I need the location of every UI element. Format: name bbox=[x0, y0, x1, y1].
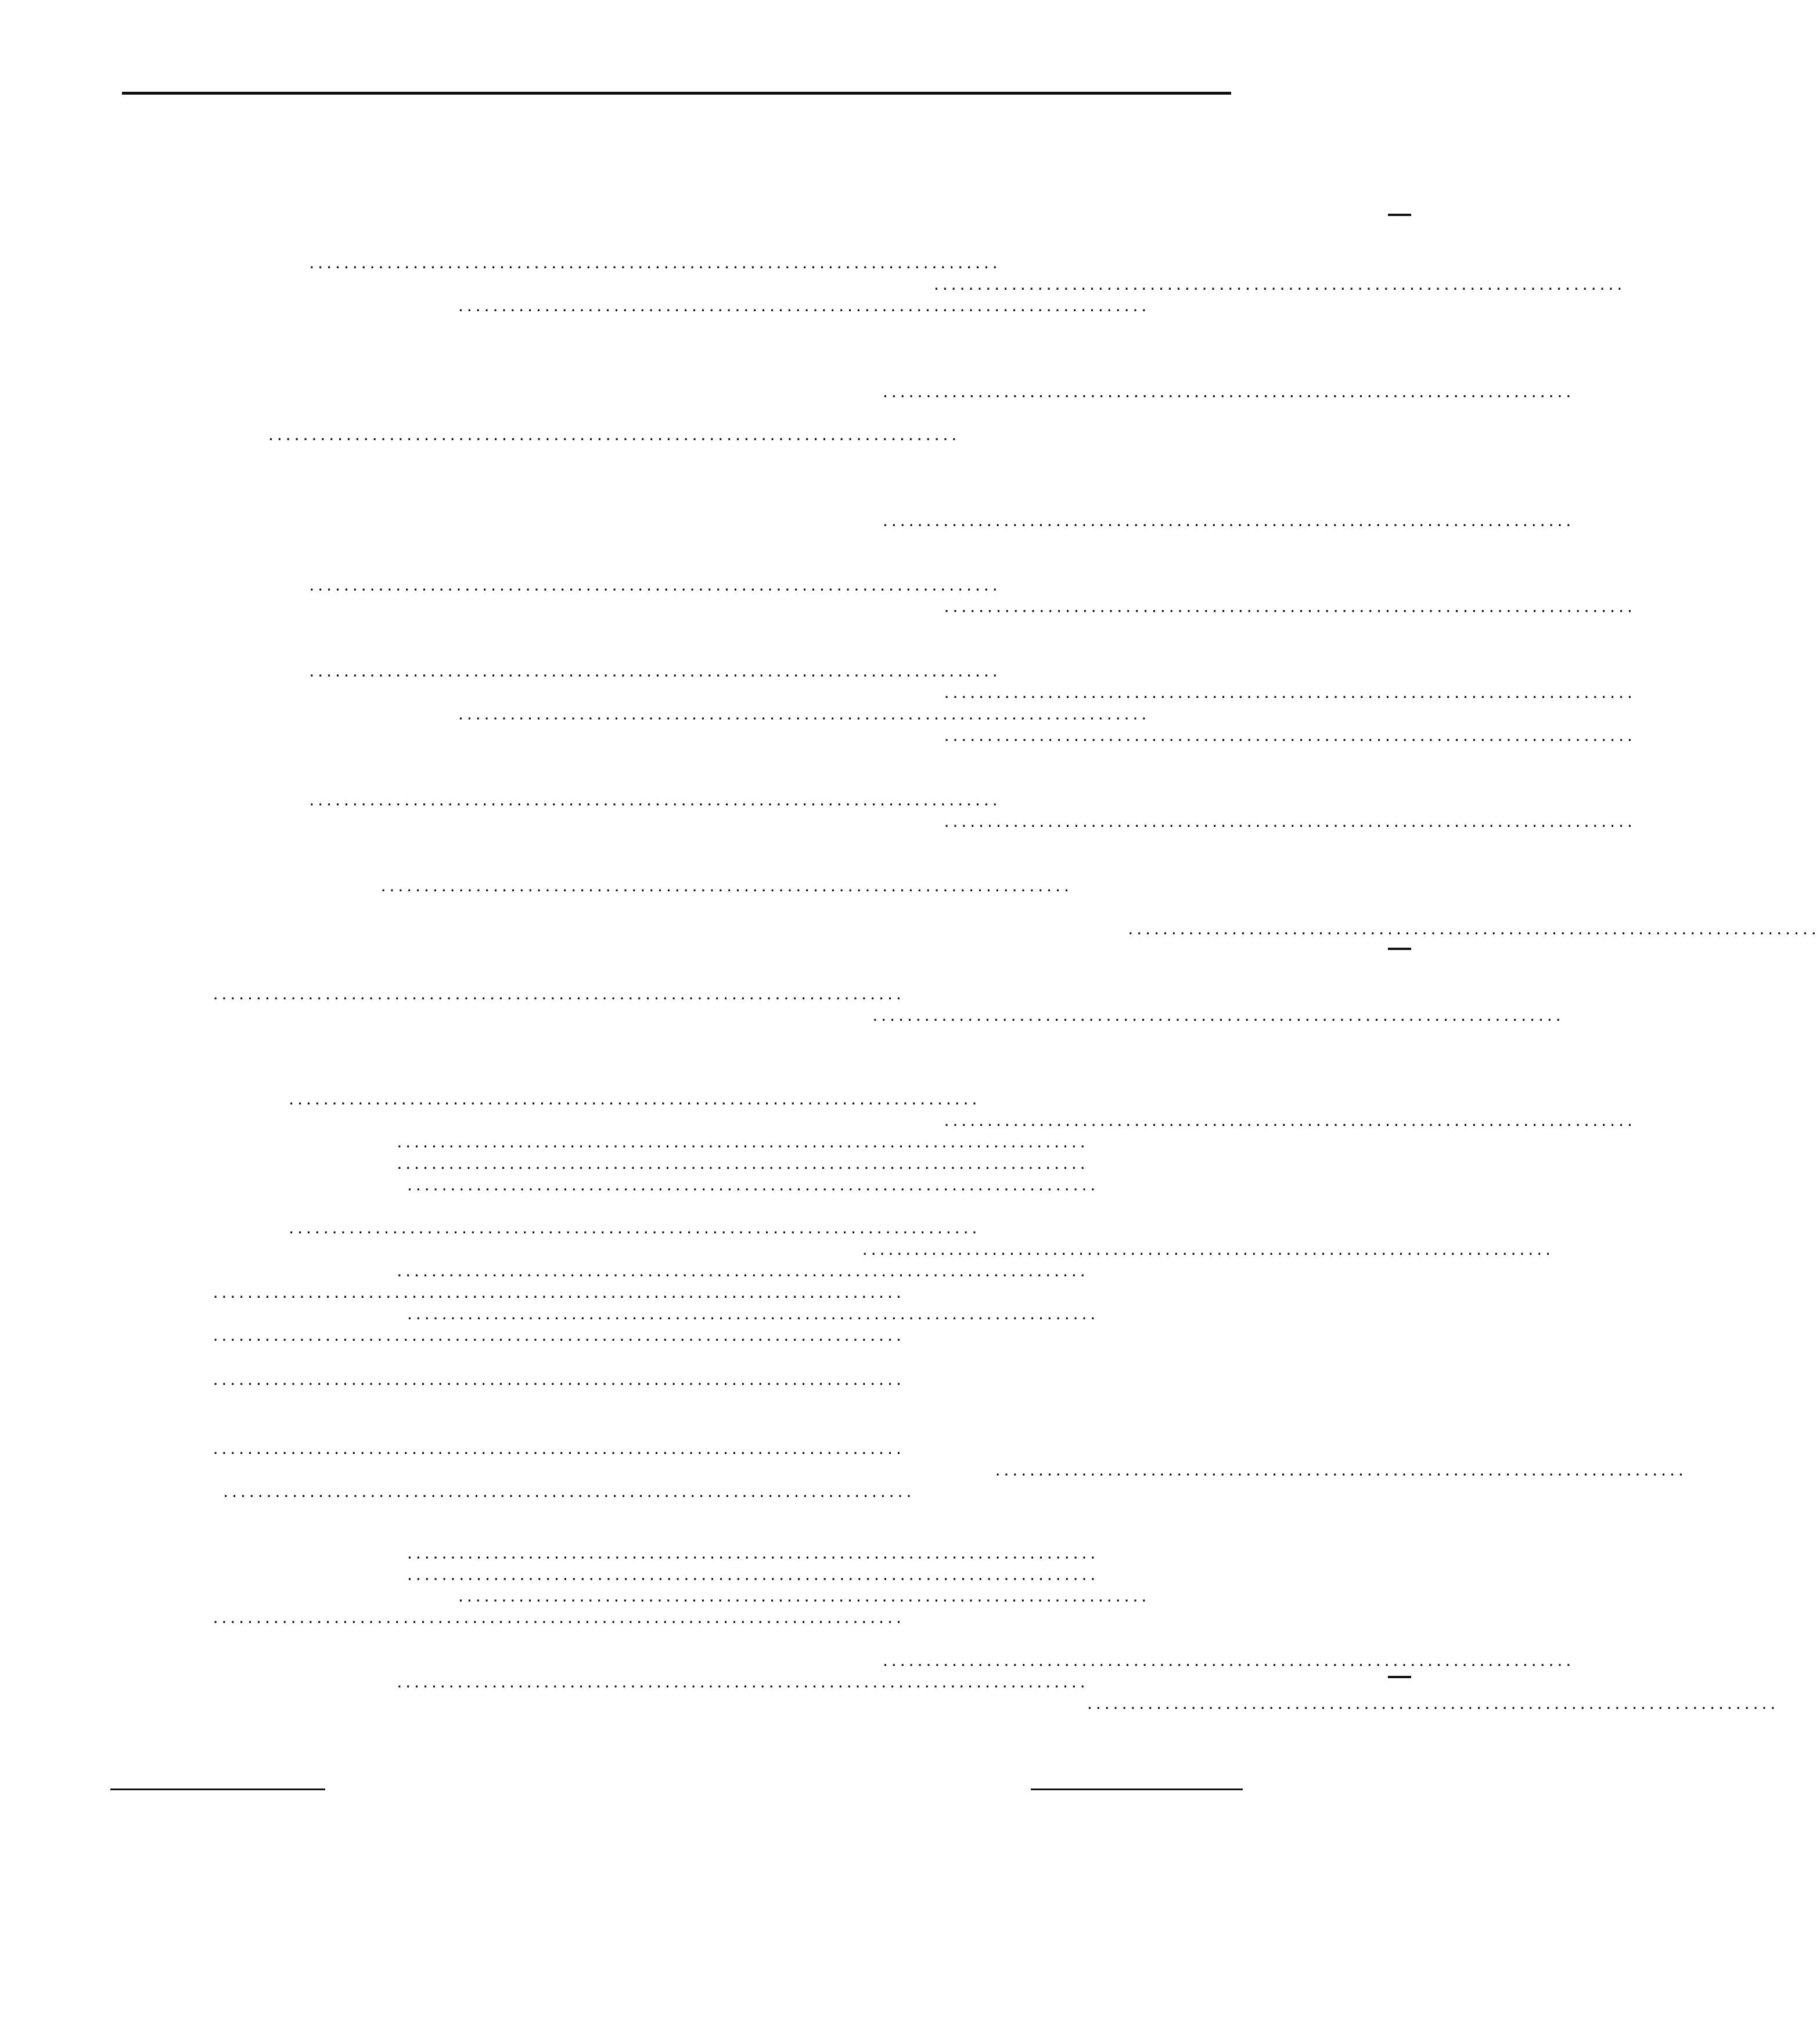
parts-row bbox=[0, 746, 1468, 767]
parts-row bbox=[0, 423, 1468, 445]
parts-row bbox=[0, 1281, 1468, 1302]
parts-row bbox=[0, 1088, 1468, 1109]
leader-dots: ................................................................................ bbox=[289, 1088, 981, 1109]
leader-dots: ................................................................................ bbox=[944, 1109, 1636, 1130]
parts-row bbox=[0, 574, 1468, 595]
leader-dots: ................................................................................ bbox=[407, 1174, 1099, 1194]
footer-rule-right bbox=[1031, 1788, 1243, 1790]
parts-row bbox=[0, 1692, 1779, 1714]
parts-row bbox=[0, 1152, 1468, 1174]
parts-row bbox=[0, 724, 1636, 746]
parts-row bbox=[0, 337, 1468, 359]
parts-row bbox=[0, 466, 1468, 488]
parts-row bbox=[0, 273, 1626, 294]
parts-row bbox=[0, 917, 1820, 939]
parts-row bbox=[0, 445, 1468, 466]
leader-dots: ................................................................................ bbox=[213, 1281, 905, 1302]
leader-dots: ................................................................................ bbox=[309, 789, 1001, 809]
parts-row bbox=[0, 810, 1636, 832]
parts-row bbox=[0, 1585, 1468, 1606]
leader-dots: ................................................................................ bbox=[213, 1606, 905, 1627]
parts-row bbox=[0, 316, 1468, 337]
parts-row bbox=[0, 488, 1468, 509]
leader-dots: ................................................................................ bbox=[213, 1437, 905, 1458]
leader-dots: ................................................................................ bbox=[1128, 917, 1820, 938]
parts-row bbox=[0, 1671, 1468, 1692]
leader-dots: ................................................................................ bbox=[883, 380, 1575, 401]
parts-row bbox=[0, 187, 1468, 208]
parts-row bbox=[0, 144, 1468, 165]
parts-row bbox=[0, 789, 1468, 810]
parts-row bbox=[0, 1542, 1468, 1563]
leader-dots: ................................................................................ bbox=[397, 1152, 1089, 1173]
parts-row bbox=[0, 617, 1468, 638]
parts-row bbox=[0, 1302, 1468, 1324]
leader-dots: ................................................................................ bbox=[944, 681, 1636, 702]
parts-row bbox=[0, 251, 1468, 273]
footer-rule-left bbox=[110, 1788, 325, 1790]
parts-row bbox=[0, 853, 1468, 875]
parts-row bbox=[0, 1195, 1468, 1217]
parts-row bbox=[0, 595, 1636, 617]
parts-row bbox=[0, 1480, 1468, 1502]
leader-dots: ................................................................................ bbox=[944, 724, 1636, 745]
leader-dots: ................................................................................ bbox=[397, 1131, 1089, 1151]
parts-row bbox=[0, 531, 1468, 552]
leader-dots: ................................................................................ bbox=[268, 423, 961, 444]
parts-row bbox=[0, 1238, 1555, 1259]
parts-row bbox=[0, 1437, 1468, 1459]
parts-row bbox=[0, 402, 1468, 423]
parts-row bbox=[0, 832, 1468, 853]
parts-row bbox=[0, 1649, 1575, 1671]
parts-row bbox=[0, 1066, 1468, 1088]
parts-row bbox=[0, 896, 1468, 917]
leader-dots: ................................................................................ bbox=[213, 1368, 905, 1389]
parts-row bbox=[0, 681, 1636, 703]
parts-row bbox=[0, 230, 1468, 251]
leader-dots: ................................................................................ bbox=[213, 983, 905, 1003]
leader-dots: ................................................................................ bbox=[213, 1324, 905, 1345]
leader-dots: ................................................................................ bbox=[862, 1238, 1555, 1259]
parts-row bbox=[0, 1368, 1468, 1390]
leader-dots: ................................................................................ bbox=[458, 294, 1150, 315]
leader-dots: ................................................................................ bbox=[458, 1585, 1150, 1606]
leader-dots: ................................................................................ bbox=[883, 509, 1575, 530]
parts-row bbox=[0, 1563, 1468, 1585]
leader-dots: ................................................................................ bbox=[883, 1649, 1575, 1670]
parts-row bbox=[0, 638, 1468, 660]
parts-row bbox=[0, 552, 1468, 574]
leader-dots: ................................................................................ bbox=[1087, 1692, 1779, 1713]
leader-dots: ................................................................................ bbox=[309, 660, 1001, 681]
leader-dots: ................................................................................ bbox=[407, 1563, 1099, 1584]
parts-row bbox=[0, 165, 1468, 187]
parts-row bbox=[0, 767, 1468, 789]
leader-dots: ................................................................................ bbox=[995, 1459, 1687, 1480]
leader-dots: ................................................................................ bbox=[289, 1217, 981, 1237]
parts-row bbox=[0, 380, 1575, 402]
leader-dots: ................................................................................ bbox=[407, 1302, 1099, 1323]
leader-dots: ................................................................................ bbox=[309, 251, 1001, 272]
parts-row bbox=[0, 1004, 1564, 1025]
leader-dots: ................................................................................ bbox=[944, 595, 1636, 616]
parts-row bbox=[0, 1217, 1468, 1238]
leader-dots: ................................................................................ bbox=[934, 273, 1626, 294]
parts-row bbox=[0, 1109, 1636, 1131]
parts-row bbox=[0, 1628, 1468, 1649]
leader-dots: ................................................................................ bbox=[309, 574, 1001, 595]
leader-dots: ................................................................................ bbox=[380, 875, 1073, 895]
leader-dots: ................................................................................ bbox=[407, 1542, 1099, 1563]
parts-row bbox=[0, 1324, 1468, 1345]
parts-row bbox=[0, 660, 1468, 681]
leader-dots: ................................................................................ bbox=[872, 1004, 1564, 1025]
leader-dots: ................................................................................ bbox=[458, 703, 1150, 724]
parts-row bbox=[0, 1131, 1468, 1152]
parts-row bbox=[0, 208, 1468, 230]
leader-dots: ................................................................................ bbox=[223, 1480, 915, 1501]
parts-row bbox=[0, 875, 1468, 896]
leader-dots: ................................................................................ bbox=[397, 1671, 1089, 1692]
parts-row bbox=[0, 703, 1468, 724]
parts-row bbox=[0, 1259, 1468, 1281]
parts-row bbox=[0, 294, 1468, 316]
leader-dots: ................................................................................ bbox=[397, 1259, 1089, 1280]
leader-dots: ................................................................................ bbox=[944, 810, 1636, 831]
parts-row bbox=[0, 509, 1575, 531]
parts-row bbox=[0, 359, 1468, 380]
parts-row bbox=[0, 1174, 1468, 1195]
parts-row bbox=[0, 1459, 1687, 1480]
parts-row bbox=[0, 1606, 1468, 1628]
parts-row bbox=[0, 983, 1468, 1004]
